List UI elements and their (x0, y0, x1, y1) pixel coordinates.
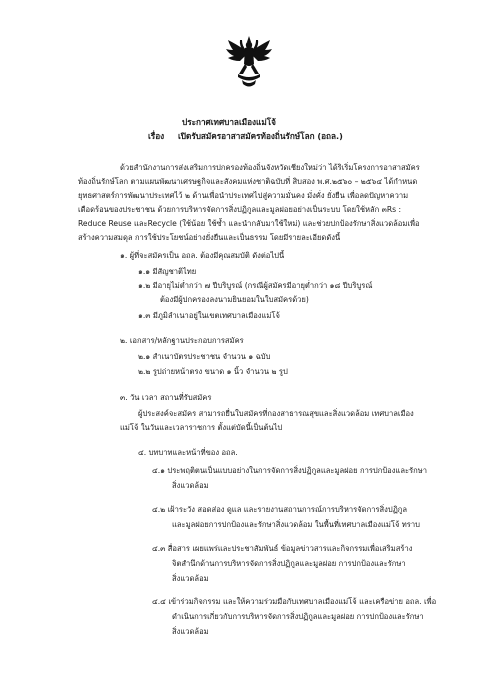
section-4-item-1-cont: สิ่งแวดล้อม (172, 481, 209, 490)
section-3-heading: ๓. วัน เวลา สถานที่รับสมัคร (120, 393, 212, 402)
section-4-heading: ๔. บทบาทและหน้าที่ของ อถล. (138, 448, 238, 457)
section-4-item-1: ๔.๑ ประพฤติตนเป็นแบบอย่างในการจัดการสิ่งปฏิกูลและมูลฝอย การปกป้องและรักษา (152, 466, 428, 475)
section-4-item-2-cont: และมูลฝอยการปกป้องและรักษาสิ่งแวดล้อม ในพื้นที่เทศบาลเมืองแม่โจ้ ทราบ (172, 520, 420, 529)
intro-line-3: ยุทธศาสตร์การพัฒนาประเทศไว้ ๒ ด้านเพื่อนำประเทศไปสู่ความมั่นคง มั่งคั่ง ยั่งยืน เพื่อลดปัญหาความ (78, 191, 409, 200)
intro-line-1: ด้วยสำนักงานการส่งเสริมการปกครองท้องถิ่นจังหวัดเชียงใหม่ว่า ได้ริเริ่มโครงการอาสาสมัคร (120, 163, 420, 172)
intro-line-5: Reduce Reuse และRecycle (ใช้น้อย ใช้ซ้ำ และนำกลับมาใช้ใหม่) และช่วยปกป้องรักษาสิ่งแวดล้อมเพื่อ (78, 219, 420, 228)
section-4-item-3-cont-2: สิ่งแวดล้อม (172, 574, 209, 583)
section-1-item-2: ๑.๒ มีอายุไม่ต่ำกว่า ๗ ปีบริบูรณ์ (กรณีผู้สมัครมีอายุต่ำกว่า ๑๘ ปีบริบูรณ์ (138, 281, 373, 290)
section-1-item-3: ๑.๓ มีภูมิลำเนาอยู่ในเขตเทศบาลเมืองแม่โจ้ (138, 311, 280, 320)
section-4-item-2: ๔.๒ เฝ้าระวัง สอดส่อง ดูแล และรายงานสถานการณ์การบริหารจัดการสิ่งปฏิกูล (152, 505, 408, 514)
intro-line-6: สร้างความสมดุล การใช้ประโยชน์อย่างยั่งยืนและเป็นธรรม โดยมีรายละเอียดดังนี้ (78, 233, 341, 242)
subject-label: เรื่อง (148, 131, 165, 141)
announcement-title: ประกาศเทศบาลเมืองแม่โจ้ (182, 117, 276, 127)
section-4-item-3-cont-1: จิตสำนึกด้านการบริหารจัดการสิ่งปฏิกูลและมูลฝอย การปกป้องและรักษา (172, 559, 406, 568)
section-4-item-4-cont-2: สิ่งแวดล้อม (172, 627, 209, 636)
section-4-item-3: ๔.๓ สื่อสาร เผยแพร่และประชาสัมพันธ์ ข้อมูลข่าวสารและกิจกรรมเพื่อเสริมสร้าง (152, 544, 413, 553)
section-4-item-4: ๔.๔ เข้าร่วมกิจกรรม และให้ความร่วมมือกับเทศบาลเมืองแม่โจ้ และเครือข่าย อถล. เพื่อ (152, 597, 437, 606)
section-1-heading: ๑. ผู้ที่จะสมัครเป็น อถล. ต้องมีคุณสมบัติ ดังต่อไปนี้ (120, 251, 285, 260)
garuda-emblem-icon (224, 34, 274, 94)
section-3-line-2: แม่โจ้ ในวันและเวลาราชการ ตั้งแต่บัดนี้เป็นต้นไป (120, 423, 283, 432)
subject-text: เปิดรับสมัครอาสาสมัครท้องถิ่นรักษ์โลก (อถล.) (178, 131, 343, 141)
intro-line-4: เดือดร้อนของประชาชน ด้วยการบริหารจัดการสิ่งปฏิกูลและมูลฝอยอย่างเป็นระบบ โดยใช้หลัก ๓Rs : (78, 205, 402, 214)
intro-line-2: ท้องถิ่นรักษ์โลก ตามแผนพัฒนาเศรษฐกิจและสังคมแห่งชาติฉบับที่ สิบสอง พ.ศ.๒๕๖๐ – ๒๕๖๔ ได้กำหนด (78, 177, 418, 186)
section-2-item-2: ๒.๒ รูปถ่ายหน้าตรง ขนาด ๑ นิ้ว จำนวน ๒ รูป (138, 367, 288, 376)
section-3-line-1: ผู้ประสงค์จะสมัคร สามารถยื่นใบสมัครที่กองสาธารณสุขและสิ่งแวดล้อม เทศบาลเมือง (138, 409, 414, 418)
section-1-item-2-cont: ต้องมีผู้ปกครองลงนามยินยอมในใบสมัครด้วย) (160, 295, 309, 304)
section-4-item-4-cont-1: ดำเนินการเกี่ยวกับการบริหารจัดการสิ่งปฏิกูลและมูลฝอย การปกป้องและรักษา (172, 612, 424, 621)
section-1-item-1: ๑.๑ มีสัญชาติไทย (138, 267, 197, 276)
section-2-heading: ๒. เอกสาร/หลักฐานประกอบการสมัคร (120, 336, 244, 345)
section-2-item-1: ๒.๑ สำเนาบัตรประชาชน จำนวน ๑ ฉบับ (138, 352, 271, 361)
